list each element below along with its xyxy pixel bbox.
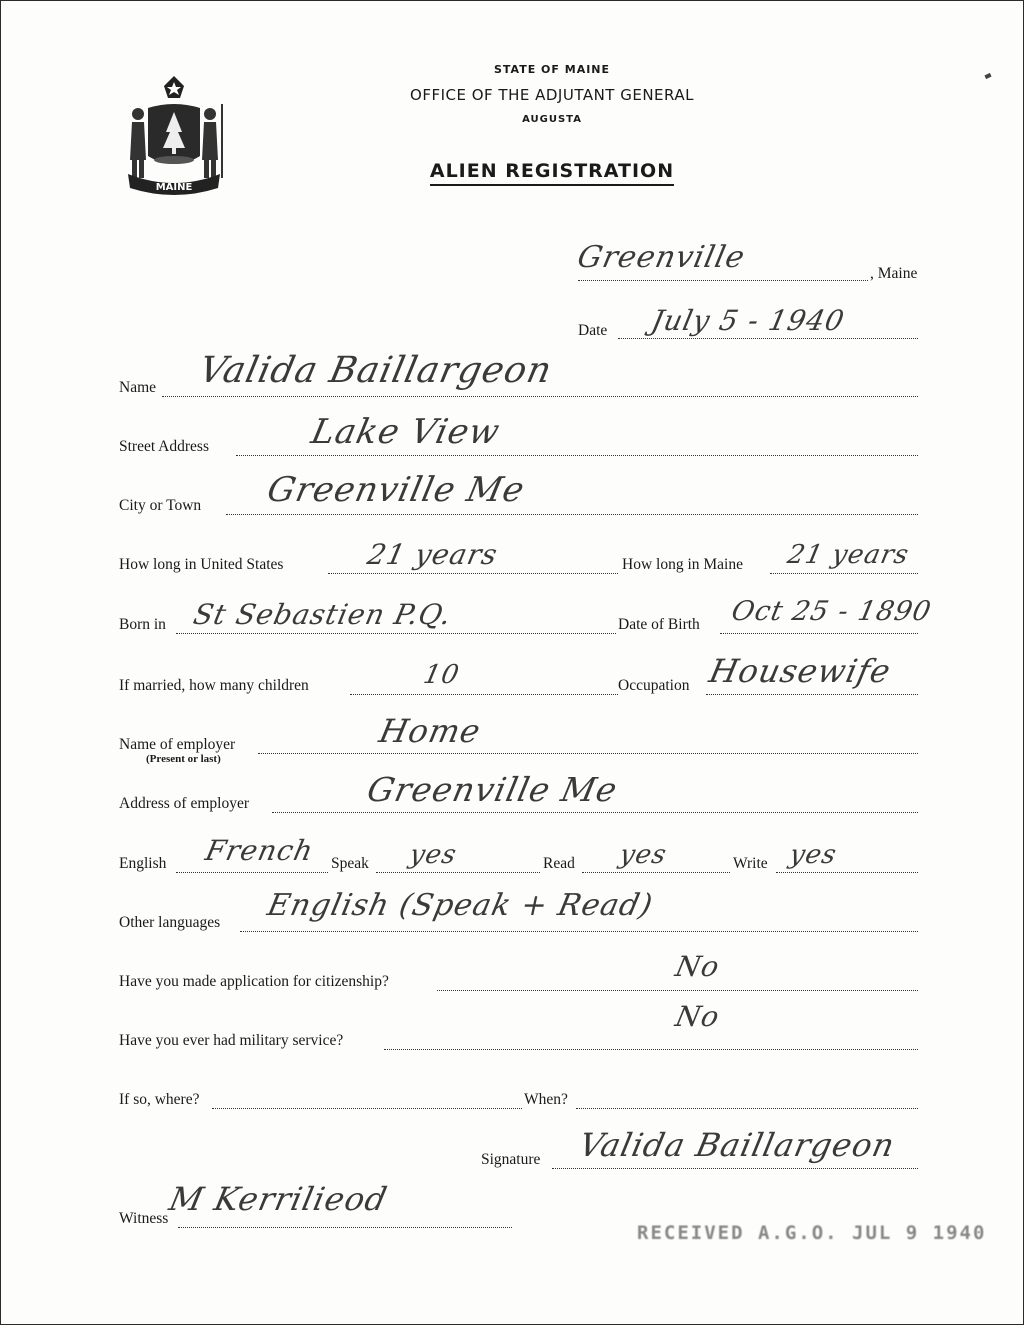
occupation-line — [706, 694, 918, 695]
header-office: OFFICE OF THE ADJUTANT GENERAL — [410, 86, 694, 104]
write-line — [776, 872, 918, 873]
name-label: Name — [119, 379, 157, 396]
speak-label: Speak — [331, 855, 369, 872]
received-stamp: RECEIVED A.G.O. JUL 9 1940 — [637, 1222, 987, 1244]
children-line — [350, 694, 618, 695]
form-title: ALIEN REGISTRATION — [430, 160, 674, 186]
us-line — [328, 573, 618, 574]
english-label: English — [119, 855, 167, 872]
employer-line — [258, 753, 918, 754]
seal-text: MAINE — [155, 182, 193, 193]
signature-label: Signature — [481, 1151, 541, 1168]
employer-sub-label: (Present or last) — [146, 753, 221, 765]
born-value: St Sebastien P.Q. — [190, 598, 455, 631]
speak-value: yes — [406, 840, 460, 870]
city-value: Greenville Me — [263, 470, 529, 510]
military-line — [384, 1049, 918, 1050]
maine-line — [770, 573, 918, 574]
dob-label: Date of Birth — [618, 616, 700, 633]
citizenship-value: No — [672, 950, 723, 983]
children-label: If married, how many children — [119, 677, 309, 694]
town-value: Greenville — [574, 240, 749, 275]
employer-addr-line — [272, 812, 918, 813]
street-label: Street Address — [119, 438, 209, 455]
employer-value: Home — [375, 712, 485, 750]
employer-addr-label: Address of employer — [119, 795, 249, 812]
write-label: Write — [733, 855, 768, 872]
english-line — [176, 872, 328, 873]
citizenship-label: Have you made application for citizenship? — [119, 973, 389, 990]
born-label: Born in — [119, 616, 166, 633]
children-value: 10 — [420, 660, 463, 690]
other-lang-value: English (Speak + Read) — [264, 888, 657, 923]
witness-line — [178, 1227, 512, 1228]
dob-value: Oct 25 - 1890 — [728, 596, 935, 627]
maine-suffix: , Maine — [870, 265, 918, 282]
street-line — [236, 455, 918, 456]
where-label: If so, where? — [119, 1091, 200, 1108]
date-label: Date — [578, 322, 608, 339]
read-value: yes — [616, 840, 670, 870]
military-value: No — [672, 1000, 723, 1033]
name-line — [162, 396, 918, 397]
name-value: Valida Baillargeon — [195, 350, 556, 391]
military-label: Have you ever had military service? — [119, 1032, 344, 1049]
header-state: STATE OF MAINE — [493, 63, 611, 76]
read-label: Read — [543, 855, 575, 872]
date-value: July 5 - 1940 — [648, 304, 848, 337]
city-label: City or Town — [119, 497, 202, 514]
city-line — [226, 514, 918, 515]
page-title — [40, 160, 1024, 182]
signature-line — [552, 1168, 918, 1169]
when-line — [576, 1108, 918, 1109]
speak-line — [376, 872, 540, 873]
maine-label: How long in Maine — [622, 556, 743, 573]
english-value: French — [202, 834, 317, 867]
dob-line — [720, 633, 918, 634]
town-line — [578, 280, 868, 281]
us-label: How long in United States — [119, 556, 284, 573]
born-line — [176, 633, 616, 634]
other-lang-line — [240, 931, 918, 932]
read-line — [582, 872, 730, 873]
maine-value: 21 years — [784, 540, 912, 570]
date-line — [618, 338, 918, 339]
where-line — [212, 1108, 522, 1109]
occupation-label: Occupation — [618, 677, 690, 694]
us-value: 21 years — [364, 538, 501, 571]
when-label: When? — [524, 1091, 568, 1108]
signature-value: Valida Baillargeon — [575, 1126, 899, 1164]
header-city: AUGUSTA — [522, 114, 582, 125]
write-value: yes — [786, 840, 840, 870]
employer-label: Name of employer — [119, 736, 236, 753]
witness-label: Witness — [119, 1210, 169, 1227]
other-lang-label: Other languages — [119, 914, 221, 931]
employer-addr-value: Greenville Me — [363, 770, 622, 809]
citizenship-line — [437, 990, 918, 991]
witness-value: M Kerrilieod — [165, 1180, 391, 1218]
occupation-value: Housewife — [705, 652, 895, 690]
street-value: Lake View — [307, 412, 504, 452]
